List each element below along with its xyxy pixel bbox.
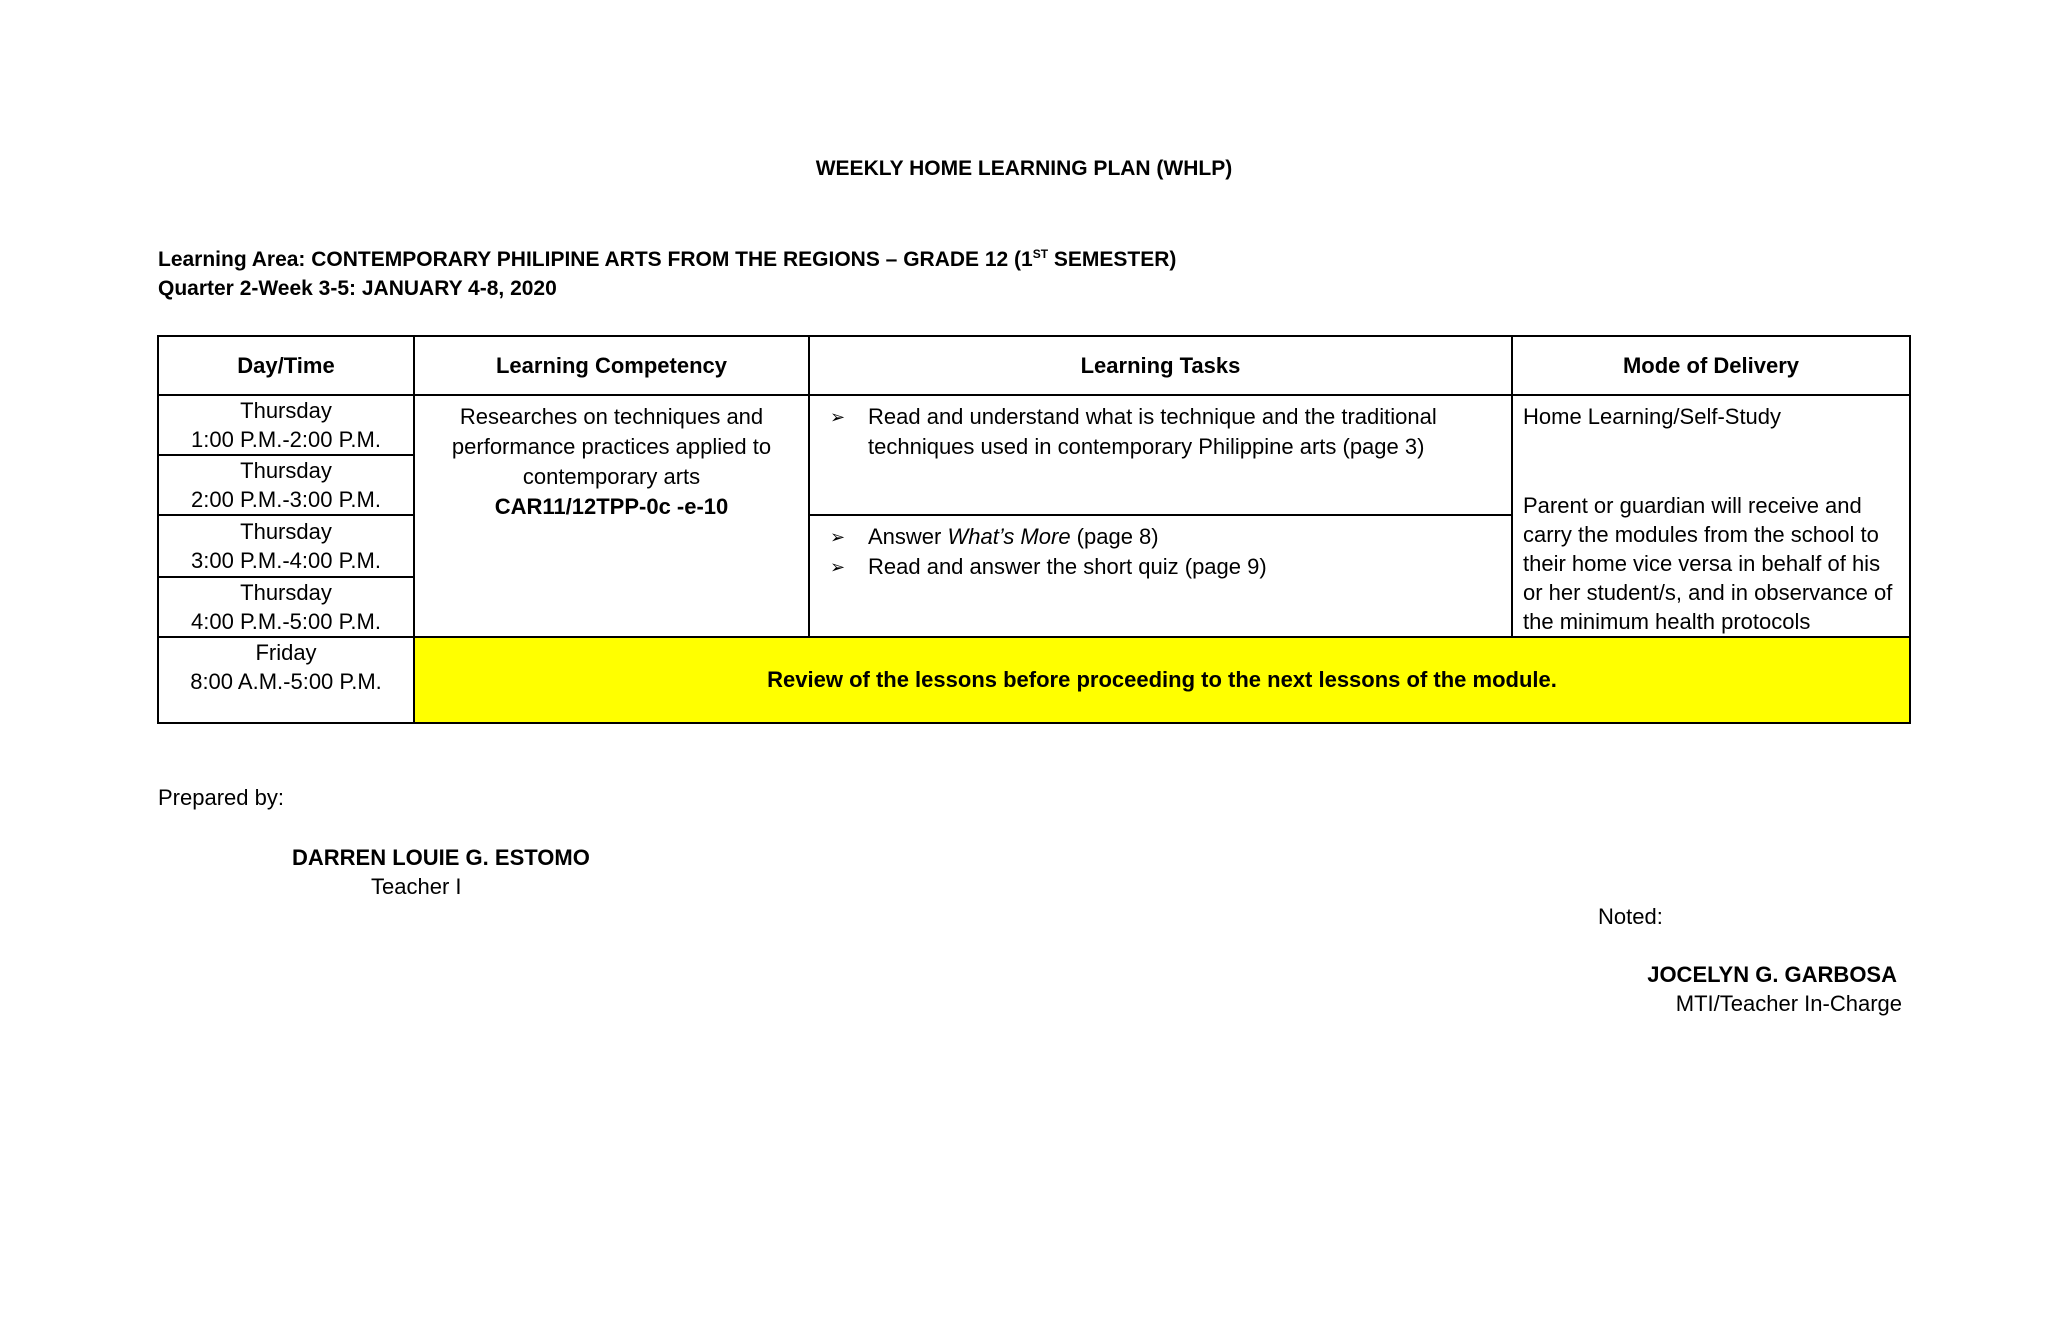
preparer-name: DARREN LOUIE G. ESTOMO xyxy=(292,845,590,870)
time-label: 8:00 A.M.-5:00 P.M. xyxy=(190,669,382,694)
preparer-title: Teacher I xyxy=(371,874,462,899)
time-label: 4:00 P.M.-5:00 P.M. xyxy=(191,609,381,634)
header-learning-tasks: Learning Tasks xyxy=(809,336,1512,395)
day-label: Thursday xyxy=(240,458,332,483)
table-row xyxy=(158,637,1910,723)
quarter-line: Quarter 2-Week 3-5: JANUARY 4-8, 2020 xyxy=(158,277,557,300)
learning-plan-table xyxy=(157,335,1911,724)
time-label: 3:00 P.M.-4:00 P.M. xyxy=(191,548,381,573)
noter-name: JOCELYN G. GARBOSA xyxy=(1647,962,1897,987)
header-learning-competency: Learning Competency xyxy=(414,336,809,395)
header-day-time: Day/Time xyxy=(158,336,414,395)
task-text: Read and understand what is technique and the traditional techniques used in contemporary Philippine arts (page 3) xyxy=(868,404,1437,459)
day-label: Friday xyxy=(255,640,317,665)
day-label: Thursday xyxy=(240,398,332,423)
document-title: WEEKLY HOME LEARNING PLAN (WHLP) xyxy=(815,157,1233,180)
time-label: 1:00 P.M.-2:00 P.M. xyxy=(191,427,381,452)
learning-area-sup: ST xyxy=(1032,247,1049,261)
task-italic: What’s More xyxy=(947,524,1071,549)
learning-area-line xyxy=(158,247,1176,272)
task-item xyxy=(830,402,1501,462)
arrow-bullet-icon: ➢ xyxy=(830,527,846,547)
arrow-bullet-icon: ➢ xyxy=(830,557,846,577)
competency-code: CAR11/12TPP-0c -e-10 xyxy=(494,494,729,519)
noted-label: Noted: xyxy=(1598,904,1663,929)
prepared-by-label: Prepared by: xyxy=(158,785,284,810)
day-time-cell xyxy=(158,395,414,455)
delivery-cell xyxy=(1512,395,1910,637)
friday-review-note: Review of the lessons before proceeding to the next lessons of the module. xyxy=(414,637,1910,723)
task-text xyxy=(868,522,1159,552)
tasks-cell-2 xyxy=(809,515,1512,637)
day-label: Thursday xyxy=(240,519,332,544)
task-item xyxy=(830,552,1501,582)
task-text: Read and answer the short quiz (page 9) xyxy=(868,554,1267,579)
task-suffix: (page 8) xyxy=(1070,524,1159,549)
header-mode-of-delivery: Mode of Delivery xyxy=(1512,336,1910,395)
competency-text: Researches on techniques and performance practices applied to contemporary arts xyxy=(451,404,772,489)
task-prefix: Answer xyxy=(868,524,948,549)
learning-area-prefix: Learning Area: CONTEMPORARY PHILIPINE ARTS FROM THE REGIONS – GRADE 12 (1 xyxy=(158,248,1033,271)
day-time-cell xyxy=(158,637,414,723)
table-row xyxy=(158,395,1910,455)
time-label: 2:00 P.M.-3:00 P.M. xyxy=(191,487,381,512)
competency-cell xyxy=(414,395,809,637)
day-label: Thursday xyxy=(240,580,332,605)
day-time-cell xyxy=(158,577,414,637)
arrow-bullet-icon: ➢ xyxy=(830,407,846,427)
table-header-row xyxy=(158,336,1910,395)
learning-area-suffix: SEMESTER) xyxy=(1048,248,1177,271)
delivery-note: Parent or guardian will receive and carry the modules from the school to their home vice versa in behalf of his or her student/s, and in observance of the minimum health protocols xyxy=(1523,493,1893,634)
tasks-cell-1 xyxy=(809,395,1512,515)
delivery-mode: Home Learning/Self-Study xyxy=(1523,404,1782,429)
noter-title: MTI/Teacher In-Charge xyxy=(1675,991,1902,1016)
day-time-cell xyxy=(158,455,414,515)
day-time-cell xyxy=(158,515,414,577)
task-item xyxy=(830,522,1501,552)
